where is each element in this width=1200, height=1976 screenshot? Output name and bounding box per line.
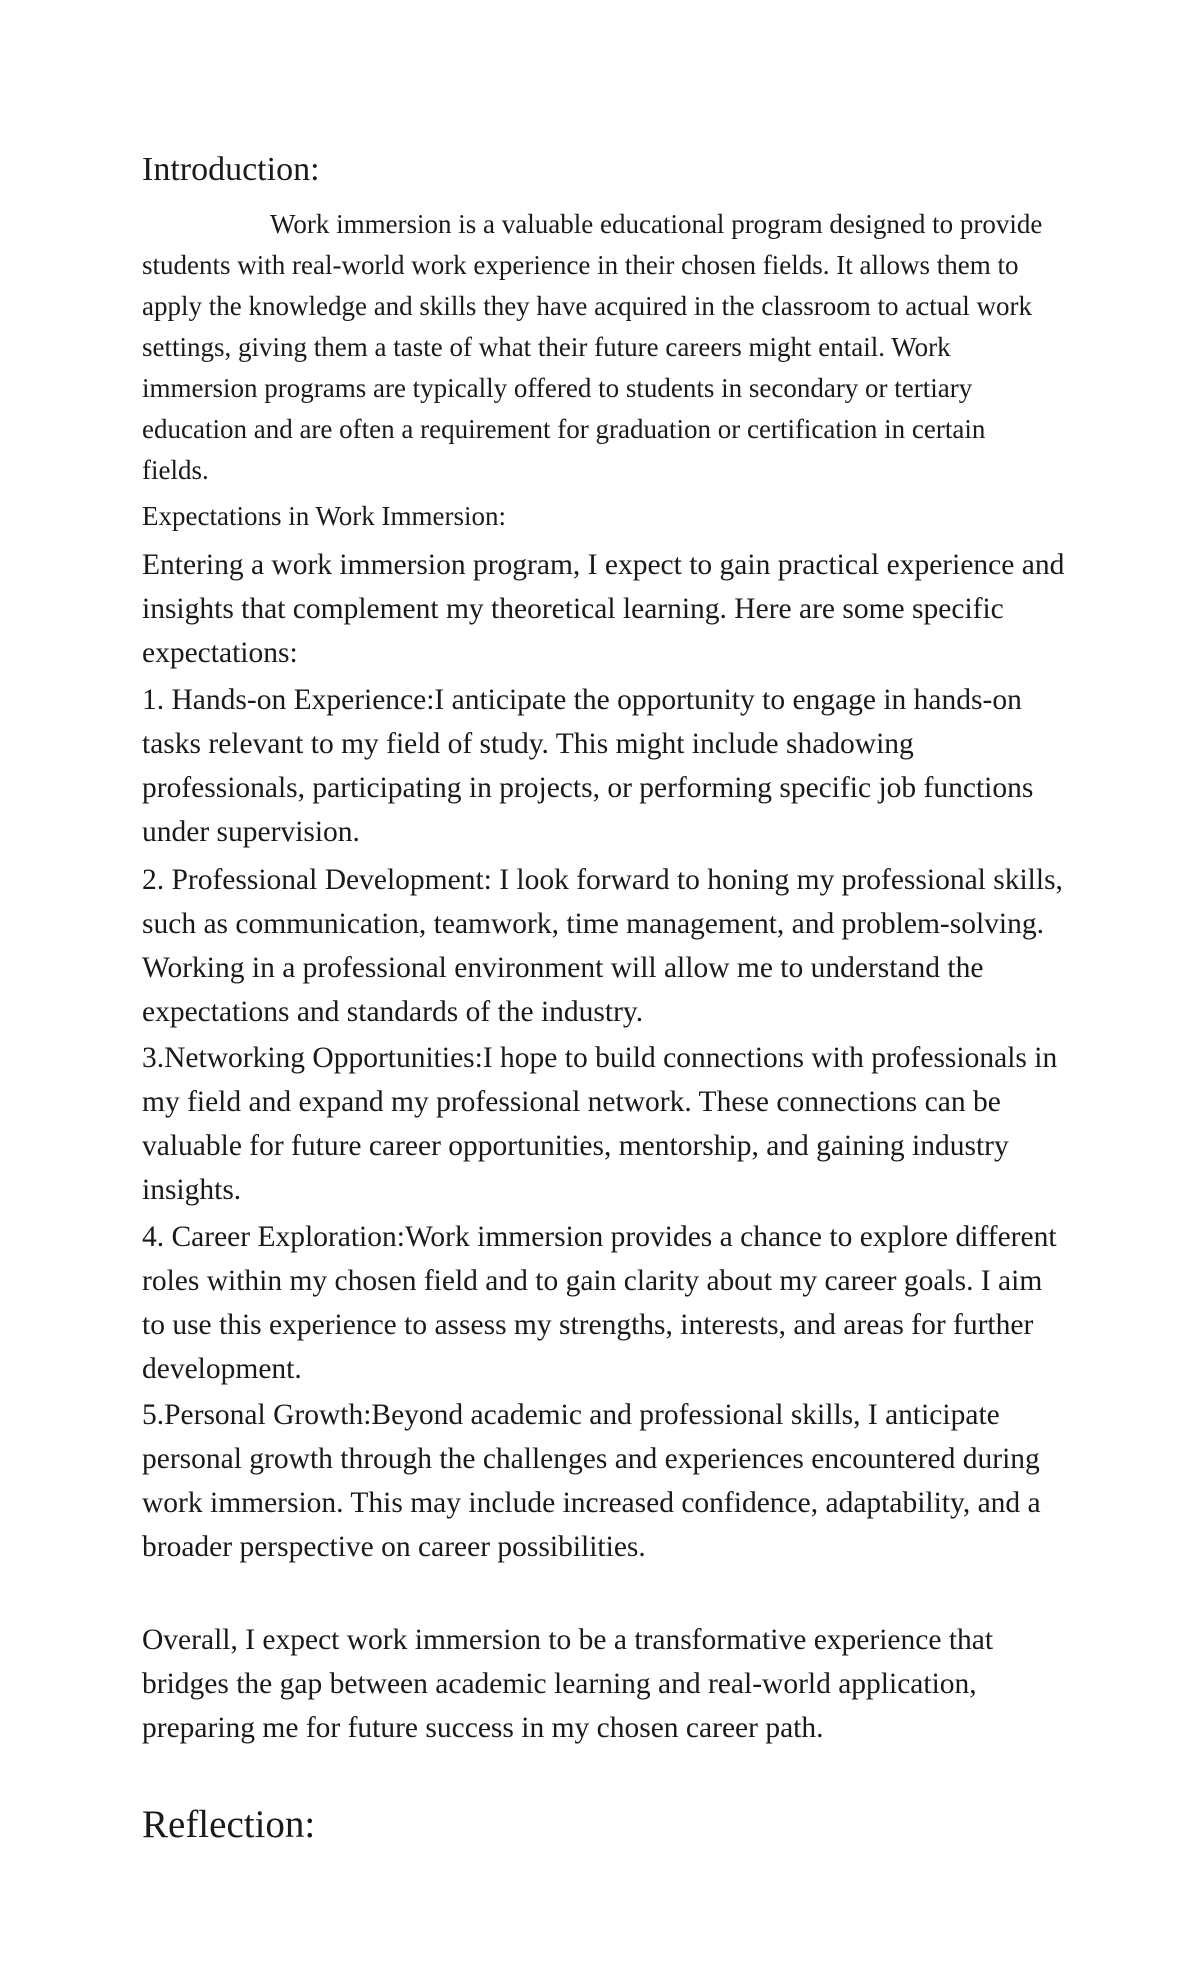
- conclusion-paragraph: Overall, I expect work immersion to be a transformative experience that bridges the gap between academic learning and real-world application, preparing me for future success in my chosen career path.: [142, 1624, 994, 1744]
- expectations-heading: Expectations in Work Immersion:: [142, 501, 507, 531]
- expectations-lead-paragraph: Entering a work immersion program, I expect to gain practical experience and insights that complement my theoretical learning. Here are some specific expectations:: [142, 549, 1065, 669]
- expectation-item-networking-opportunities: 3.Networking Opportunities:I hope to build connections with professionals in my field and expand my professional network. These connections can be valuable for future career opportunities, mentorship, and gaining industry insights.: [142, 1042, 1058, 1206]
- introduction-heading: Introduction:: [142, 151, 320, 188]
- expectation-item-professional-development: 2. Professional Development: I look forward to honing my professional skills, such as communication, teamwork, time management, and problem-solving. Working in a professional environment will allow me to understand the expectations and standards of the industry.: [142, 864, 1063, 1028]
- reflection-heading: Reflection:: [142, 1803, 316, 1846]
- expectation-item-personal-growth: 5.Personal Growth:Beyond academic and professional skills, I anticipate personal growth through the challenges and experiences encountered during work immersion. This may include increased confidence, adaptability, and a broader perspective on career possibilities.: [142, 1399, 1041, 1563]
- introduction-paragraph: Work immersion is a valuable educational program designed to provide students with real-world work experience in their chosen fields. It allows them to apply the knowledge and skills they have acquired in the classroom to actual work settings, giving them a taste of what their future careers might entail. Work immersion programs are typically offered to students in secondary or tertiary education and are often a requirement for graduation or certification in certain fields.: [142, 209, 1043, 485]
- expectation-item-career-exploration: 4. Career Exploration:Work immersion provides a chance to explore different roles within my chosen field and to gain clarity about my career goals. I aim to use this experience to assess my strengths, interests, and areas for further development.: [142, 1221, 1057, 1385]
- expectation-item-hands-on-experience: 1. Hands-on Experience:I anticipate the opportunity to engage in hands-on tasks relevant to my field of study. This might include shadowing professionals, participating in projects, or performing specific job functions under supervision.: [142, 684, 1034, 848]
